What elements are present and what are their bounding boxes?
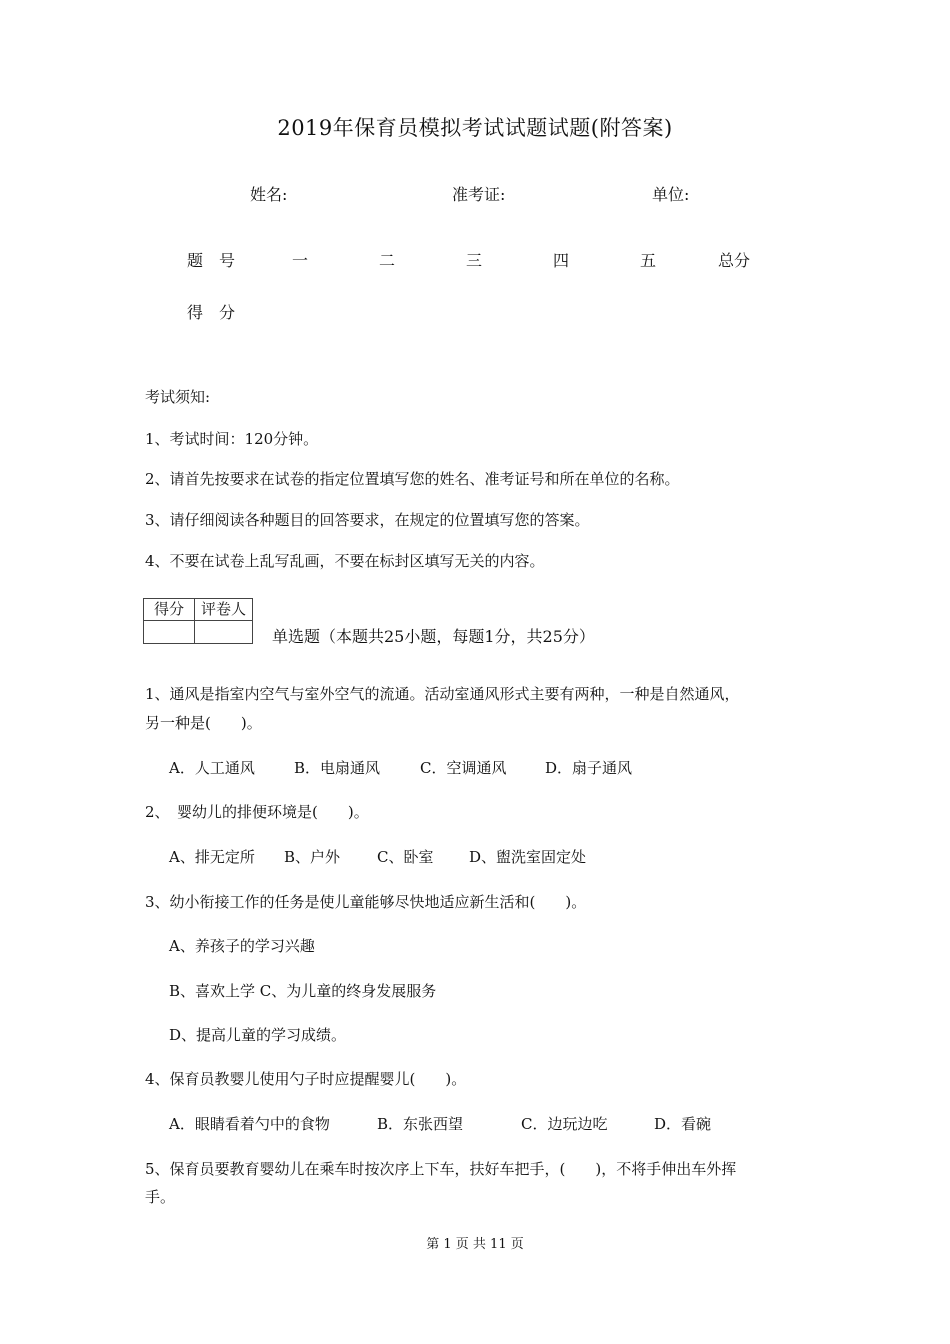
question-4-option-b: B．东张西望 <box>377 1115 464 1133</box>
question-3-option-d: D、提高儿童的学习成绩。 <box>169 1026 347 1044</box>
question-3-option-bc: B、喜欢上学 C、为儿童的终身发展服务 <box>169 982 437 1000</box>
question-4-text: 4、保育员教婴儿使用勺子时应提醒婴儿( )。 <box>145 1070 467 1088</box>
question-5-text-cont: 手。 <box>145 1188 176 1206</box>
score-table-col-2: 二 <box>379 251 396 270</box>
page-title: 2019年保育员模拟考试试题试题(附答案) <box>277 116 673 140</box>
question-5-text: 5、保育员要教育婴幼儿在乘车时按次序上下车，扶好车把手，( )，不将手伸出车外挥 <box>145 1160 737 1178</box>
score-table-row-label-question: 题 号 <box>187 251 236 270</box>
question-3-text: 3、幼小衔接工作的任务是使儿童能够尽快地适应新生活和( )。 <box>145 893 587 911</box>
notice-item: 1、考试时间：120分钟。 <box>145 430 319 448</box>
question-2-option-a: A、排无定所 <box>169 848 255 866</box>
score-table-col-5: 五 <box>640 251 657 270</box>
notice-item: 3、请仔细阅读各种题目的回答要求，在规定的位置填写您的答案。 <box>145 511 590 529</box>
notice-heading: 考试须知: <box>145 388 211 406</box>
score-table-col-1: 一 <box>292 251 309 270</box>
page-footer: 第 1 页 共 11 页 <box>426 1237 524 1252</box>
grade-box-score-label: 得分 <box>144 599 195 620</box>
section-title: 单选题（本题共25小题，每题1分，共25分） <box>272 627 595 646</box>
notice-item: 4、不要在试卷上乱写乱画，不要在标封区填写无关的内容。 <box>145 552 545 570</box>
question-4-option-c: C．边玩边吃 <box>521 1115 608 1133</box>
grade-box-grader-label: 评卷人 <box>200 600 246 618</box>
question-2-text: 2、 婴幼儿的排便环境是( )。 <box>145 803 369 821</box>
name-label: 姓名: <box>250 185 288 204</box>
question-1-text: 1、通风是指室内空气与室外空气的流通。活动室通风形式主要有两种，一种是自然通风， <box>145 685 740 703</box>
question-2-option-d: D、盥洗室固定处 <box>469 848 587 866</box>
score-table-col-total: 总分 <box>718 251 751 270</box>
grade-box <box>143 598 253 644</box>
question-1-text-cont: 另一种是( )。 <box>145 714 262 732</box>
question-2-option-b: B、户外 <box>284 848 341 866</box>
question-1-option-a: A．人工通风 <box>169 759 255 777</box>
score-table-col-3: 三 <box>466 251 483 270</box>
unit-label: 单位: <box>652 185 690 204</box>
score-table-row-label-score: 得 分 <box>187 303 236 322</box>
question-4-option-d: D．看碗 <box>654 1115 712 1133</box>
question-4-option-a: A．眼睛看着勺中的食物 <box>169 1115 330 1133</box>
question-1-option-b: B．电扇通风 <box>294 759 381 777</box>
exam-number-label: 准考证: <box>452 185 506 204</box>
notice-item: 2、请首先按要求在试卷的指定位置填写您的姓名、准考证号和所在单位的名称。 <box>145 470 680 488</box>
score-table-col-4: 四 <box>553 251 570 270</box>
question-2-option-c: C、卧室 <box>377 848 434 866</box>
question-3-option-a: A、养孩子的学习兴趣 <box>169 937 315 955</box>
question-1-option-c: C．空调通风 <box>420 759 507 777</box>
question-1-option-d: D．扇子通风 <box>545 759 633 777</box>
